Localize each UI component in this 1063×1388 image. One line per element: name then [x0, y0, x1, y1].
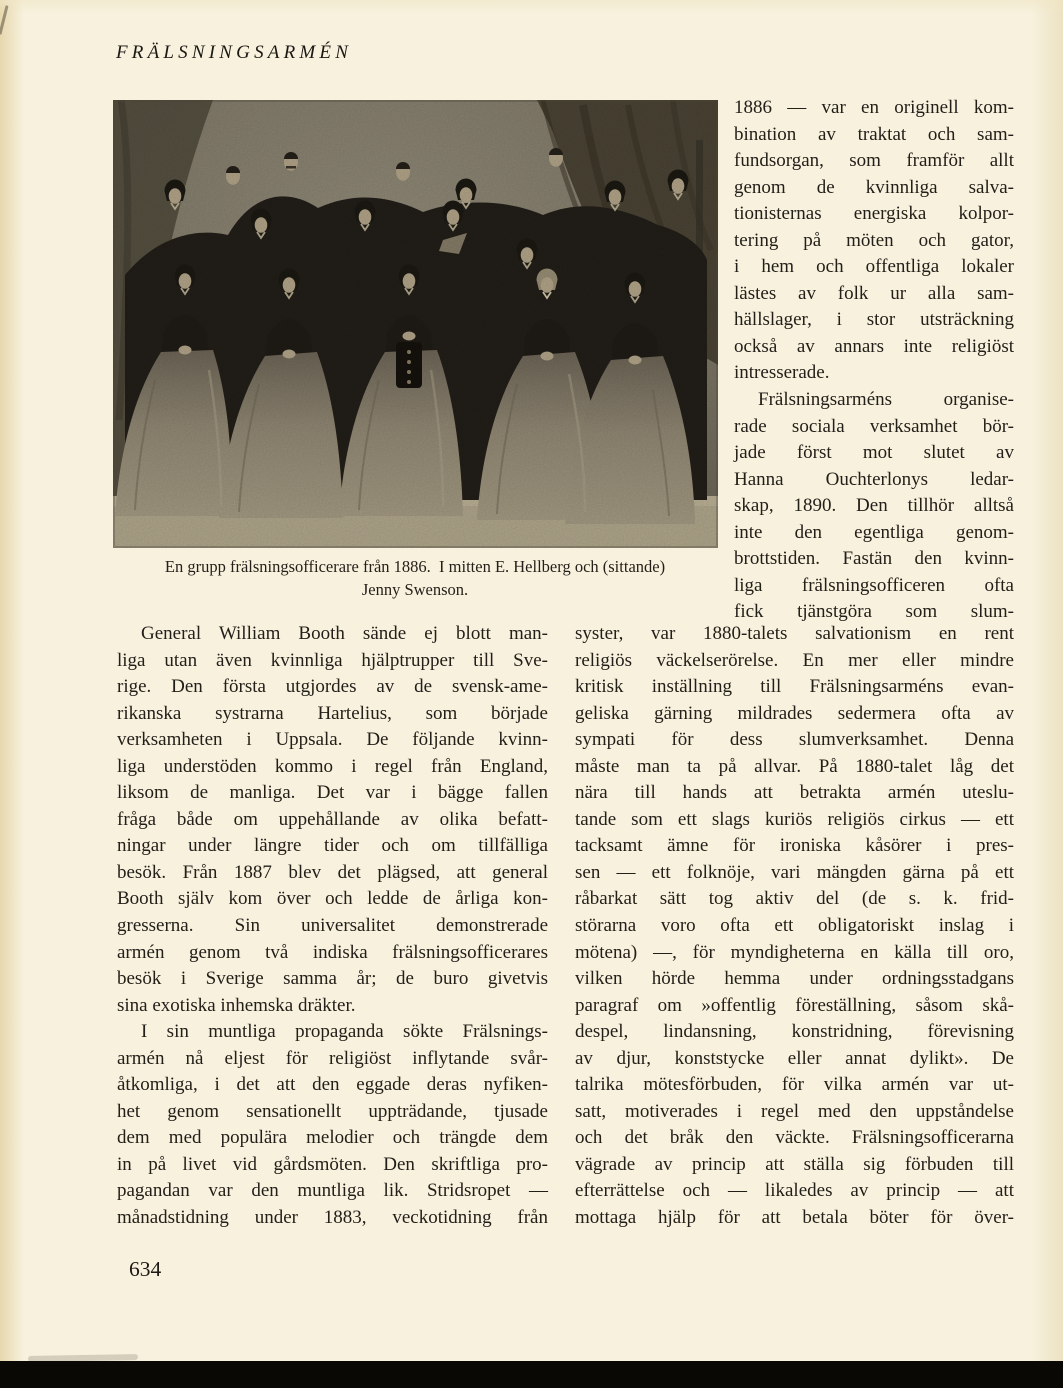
text-line: talrika mötesförbuden, för vilka armén var ut- — [575, 1074, 1014, 1096]
text-line: Booth själv kom över och ledde de årliga kon- — [117, 888, 548, 910]
group-photograph — [113, 100, 718, 548]
text-line: paragraf om »offentlig föreställning, såsom skå- — [575, 994, 1014, 1016]
text-line: satt, motiverades i regel med den uppståndelse — [575, 1100, 1014, 1122]
paragraph — [734, 95, 1014, 387]
text-line: hällslager, i stor utsträckning — [734, 309, 1014, 331]
text-line: störarna voro ofta ett obligatoriskt inslag i — [575, 915, 1014, 937]
text-line: vilken hörde hemma under ordningsstadgans — [575, 968, 1014, 990]
text-line: rige. Den första utgjordes av de svensk-ame- — [117, 676, 548, 698]
text-line: mötena) —, för myndigheterna en källa till oro, — [575, 941, 1014, 963]
photo-caption — [100, 556, 730, 601]
text-line: Frälsningsarméns organise- — [758, 389, 1014, 411]
text-line: råbarkat sätt tog aktiv del (de s. k. frid- — [575, 888, 1014, 910]
text-line: despel, lindansning, konstridning, förevisning — [575, 1021, 1014, 1043]
text-line: armén nå eljest för religiöst inflytande svår- — [117, 1047, 548, 1069]
scan-edge-top — [0, 0, 1063, 14]
paragraph — [734, 387, 1014, 626]
text-line: måste man ta på allvar. På 1880-talet låg det — [575, 755, 1014, 777]
text-line: gresserna. Sin universalitet demonstrerade — [117, 915, 548, 937]
text-line: sen — ett folknöje, vari mängden gärna på ett — [575, 861, 1014, 883]
text-line: fick tjänstgöra som slum- — [734, 601, 1014, 623]
text-line: pagandan var den muntliga lik. Stridsropet — — [117, 1180, 548, 1202]
text-line: skap, 1890. Den tillhör alltså — [734, 495, 1014, 517]
paragraph — [117, 621, 548, 1019]
text-line: sina exotiska inhemska dräkter. — [117, 994, 356, 1016]
scan-edge-bottom — [0, 1361, 1063, 1388]
text-line: kritisk inställning till Frälsningsarméns evan- — [575, 676, 1014, 698]
text-line: också av annars inte religiöst — [734, 335, 1014, 357]
text-line: ningar under längre tider och om tillfälliga — [117, 835, 548, 857]
text-line: bination av traktat och sam- — [734, 123, 1014, 145]
text-line: religiös väckelserörelse. En mer eller mindre — [575, 649, 1014, 671]
running-header: FRÄLSNINGSARMÉN — [116, 42, 353, 63]
text-line: intresserade. — [734, 362, 830, 384]
left-column — [117, 621, 548, 1232]
text-line: jade först mot slutet av — [734, 442, 1014, 464]
text-line: besök. Från 1887 blev det plägsed, att general — [117, 861, 548, 883]
right-column-narrow — [734, 95, 1014, 626]
text-line: General William Booth sände ej blott man- — [141, 623, 548, 644]
text-line: sympati för dess slumverksamhet. Denna — [575, 729, 1014, 751]
text-line: brottstiden. Fastän den kvinn- — [734, 548, 1014, 570]
text-line: liksom de manliga. Det var i bägge fallen — [117, 782, 548, 804]
text-line: fråga både om uppehållande av olika befatt- — [117, 808, 548, 830]
text-line: fundsorgan, som framför allt — [734, 150, 1014, 172]
photo-illustration — [113, 100, 718, 548]
text-line: lästes av folk ur alla sam- — [734, 282, 1014, 304]
text-line: av djur, konststycke eller annat dylikt». De — [575, 1047, 1014, 1069]
text-line: verksamheten i Uppsala. De följande kvinn- — [117, 729, 548, 751]
scan-edge-left — [0, 0, 24, 1388]
text-line: syster, var 1880-talets salvationism en rent — [575, 623, 1014, 644]
text-line: tionisternas energiska kolpor- — [734, 203, 1014, 225]
text-line: in på livet vid gårdsmöten. Den skriftliga pro- — [117, 1153, 548, 1175]
text-line: nära till hands att betrakta armén uteslu- — [575, 782, 1014, 804]
text-line: tande som ett slags kuriös religiös cirkus — ett — [575, 808, 1014, 830]
text-line: rade sociala verksamhet bör- — [734, 415, 1014, 437]
text-line: liga frälsningsofficeren ofta — [734, 574, 1014, 596]
text-line: åtkomliga, i det att den eggade deras nyfiken- — [117, 1074, 548, 1096]
caption-line-2: Jenny Swenson. — [361, 579, 469, 599]
text-line: 1886 — var en originell kom- — [734, 97, 1014, 118]
text-line: liga understöden kommo i regel från England, — [117, 755, 548, 777]
text-line: besök i Sverige samma år; de buro givetvis — [117, 968, 548, 990]
text-line: månadstidning under 1883, veckotidning från — [117, 1207, 548, 1229]
text-line: het genom sensationellt uppträdande, tjusade — [117, 1100, 548, 1122]
text-line: genom de kvinnliga salva- — [734, 176, 1014, 198]
text-line: rikanska systrarna Hartelius, som började — [117, 702, 548, 724]
text-line: inte den egentliga genom- — [734, 521, 1014, 543]
caption-line-1: En grupp frälsningsofficerare från 1886. I mitten E. Hellberg och (sittande) — [164, 557, 666, 576]
text-line: och det bråk den väckte. Frälsningsofficerarna — [575, 1127, 1014, 1149]
text-line: liga utan även kvinnliga hjälptrupper till Sve- — [117, 649, 548, 671]
text-line: i hem och offentliga lokaler — [734, 256, 1014, 278]
right-column-wide — [575, 621, 1014, 1232]
scan-edge-right — [1031, 0, 1063, 1388]
paragraph — [575, 621, 1014, 1232]
text-line: efterrättelse och — likaledes av princip — att — [575, 1180, 1014, 1202]
text-line: vägrade av princip att ställa sig förbuden till — [575, 1153, 1014, 1175]
text-line: armén genom två indiska frälsningsofficerares — [117, 941, 548, 963]
text-line: dem med populära melodier och trängde dem — [117, 1127, 548, 1149]
text-line: Hanna Ouchterlonys ledar- — [734, 468, 1014, 490]
text-line: tacksamt ämne för ironiska kåsörer i pres- — [575, 835, 1014, 857]
paragraph — [117, 1019, 548, 1231]
page-number: 634 — [129, 1257, 162, 1281]
text-line: tering på möten och gator, — [734, 229, 1014, 251]
text-line: mottaga hjälp för att betala böter för över- — [575, 1207, 1014, 1229]
text-line: geliska gärning mildrades sedermera ofta av — [575, 702, 1014, 724]
text-line: I sin muntliga propaganda sökte Frälsnings- — [141, 1021, 548, 1043]
